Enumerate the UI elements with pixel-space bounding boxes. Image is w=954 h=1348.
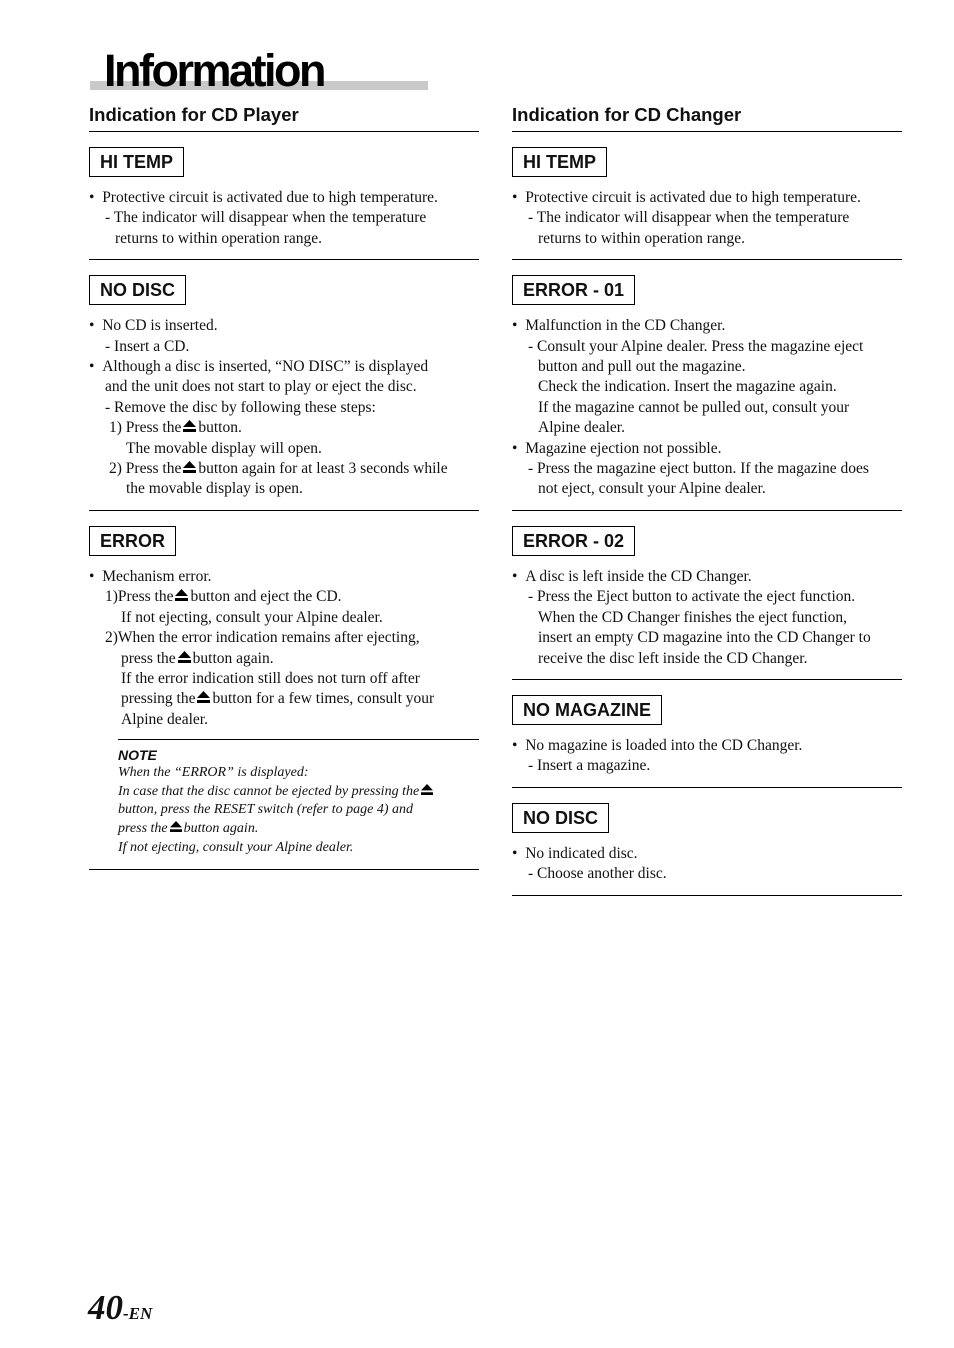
list-item: If not ejecting, consult your Alpine dealer. xyxy=(121,608,383,626)
list-item: - Insert a magazine. xyxy=(528,757,651,775)
list-item: • No magazine is loaded into the CD Changer. xyxy=(512,736,803,754)
list-item: The movable display will open. xyxy=(126,439,322,457)
eject-icon xyxy=(421,784,433,795)
list-item: - Consult your Alpine dealer. Press the magazine eject xyxy=(528,337,864,355)
list-item: • Malfunction in the CD Changer. xyxy=(512,317,726,335)
eject-icon xyxy=(183,461,196,473)
list-item: • Protective circuit is activated due to high temperature. xyxy=(89,189,438,206)
note-block xyxy=(118,739,479,859)
eject-icon xyxy=(183,420,196,432)
no-disc-label: NO DISC xyxy=(89,275,186,305)
list-item: returns to within operation range. xyxy=(115,229,323,247)
no-disc-label: NO DISC xyxy=(512,803,609,833)
eject-icon xyxy=(178,651,191,663)
list-item: press the button again. xyxy=(121,649,274,667)
section-hi-temp-player xyxy=(89,132,479,260)
page-title-block xyxy=(90,45,430,98)
list-item: - Insert a CD. xyxy=(105,337,190,355)
list-item: 2)When the error indication remains after ejecting, xyxy=(105,629,420,647)
list-item: - Remove the disc by following these steps: xyxy=(105,398,376,416)
eject-icon xyxy=(170,821,182,832)
list-item: - The indicator will disappear when the temperature xyxy=(105,209,427,227)
list-item: button and pull out the magazine. xyxy=(538,358,746,376)
list-item: the movable display is open. xyxy=(126,480,303,498)
cd-changer-column xyxy=(512,103,902,896)
eject-icon xyxy=(197,691,210,703)
list-item: and the unit does not start to play or eject the disc. xyxy=(105,378,417,396)
page-number: 40-EN xyxy=(88,1288,153,1327)
note-line: When the “ERROR” is displayed: xyxy=(118,765,309,781)
list-item: • Although a disc is inserted, “NO DISC” is displayed xyxy=(89,358,429,376)
list-item: When the CD Changer finishes the eject function, xyxy=(538,608,848,626)
note-line: In case that the disc cannot be ejected by pressing the xyxy=(118,783,479,802)
list-item: Check the indication. Insert the magazine again. xyxy=(538,378,837,396)
list-item: • Mechanism error. xyxy=(89,567,212,585)
hi-temp-label: HI TEMP xyxy=(512,147,607,177)
list-item: • No indicated disc. xyxy=(512,844,638,862)
eject-icon xyxy=(175,589,188,601)
cd-player-heading: Indication for CD Player xyxy=(89,103,479,132)
section-no-disc-changer xyxy=(512,788,902,896)
list-item: If the error indication still does not turn off after xyxy=(121,669,420,687)
section-no-disc-player xyxy=(89,260,479,511)
list-item: • Magazine ejection not possible. xyxy=(512,439,722,457)
page-title: Information xyxy=(104,45,324,96)
list-item: pressing the button for a few times, consult your xyxy=(121,690,435,708)
list-item: - Choose another disc. xyxy=(528,865,667,883)
cd-player-column xyxy=(89,103,479,870)
list-item: 1)Press the button and eject the CD. xyxy=(105,588,342,606)
list-item: If the magazine cannot be pulled out, consult your xyxy=(538,398,850,416)
list-item: • A disc is left inside the CD Changer. xyxy=(512,567,752,585)
list-item: • No CD is inserted. xyxy=(89,317,218,335)
list-item: Alpine dealer. xyxy=(538,419,625,437)
note-line: button, press the RESET switch (refer to page 4) and xyxy=(118,802,414,818)
list-item: returns to within operation range. xyxy=(538,229,746,247)
section-error-02 xyxy=(512,511,902,680)
note-line: press the button again. xyxy=(118,820,259,836)
note-line: If not ejecting, consult your Alpine dealer. xyxy=(118,839,354,855)
no-magazine-label: NO MAGAZINE xyxy=(512,695,662,725)
section-error-player xyxy=(89,511,479,870)
note-title: NOTE xyxy=(118,747,157,764)
error-01-label: ERROR - 01 xyxy=(512,275,635,305)
list-item: - The indicator will disappear when the temperature xyxy=(528,209,850,227)
list-item: receive the disc left inside the CD Changer. xyxy=(538,649,808,667)
list-item: • Protective circuit is activated due to high temperature. xyxy=(512,189,861,206)
list-item: - Press the Eject button to activate the eject function. xyxy=(528,588,856,606)
section-error-01 xyxy=(512,260,902,511)
error-label: ERROR xyxy=(89,526,176,556)
error-02-label: ERROR - 02 xyxy=(512,526,635,556)
list-item: not eject, consult your Alpine dealer. xyxy=(538,480,766,498)
list-item: - Press the magazine eject button. If the magazine does xyxy=(528,460,869,478)
list-item: 1) Press the button. xyxy=(109,419,242,437)
cd-changer-heading: Indication for CD Changer xyxy=(512,103,902,132)
hi-temp-label: HI TEMP xyxy=(89,147,184,177)
list-item: insert an empty CD magazine into the CD Changer to xyxy=(538,629,871,647)
section-no-magazine xyxy=(512,680,902,788)
page-suffix: -EN xyxy=(123,1304,153,1323)
list-item: Alpine dealer. xyxy=(121,710,208,728)
section-hi-temp-changer xyxy=(512,132,902,260)
list-item: 2) Press the button again for at least 3 seconds while xyxy=(109,460,448,478)
